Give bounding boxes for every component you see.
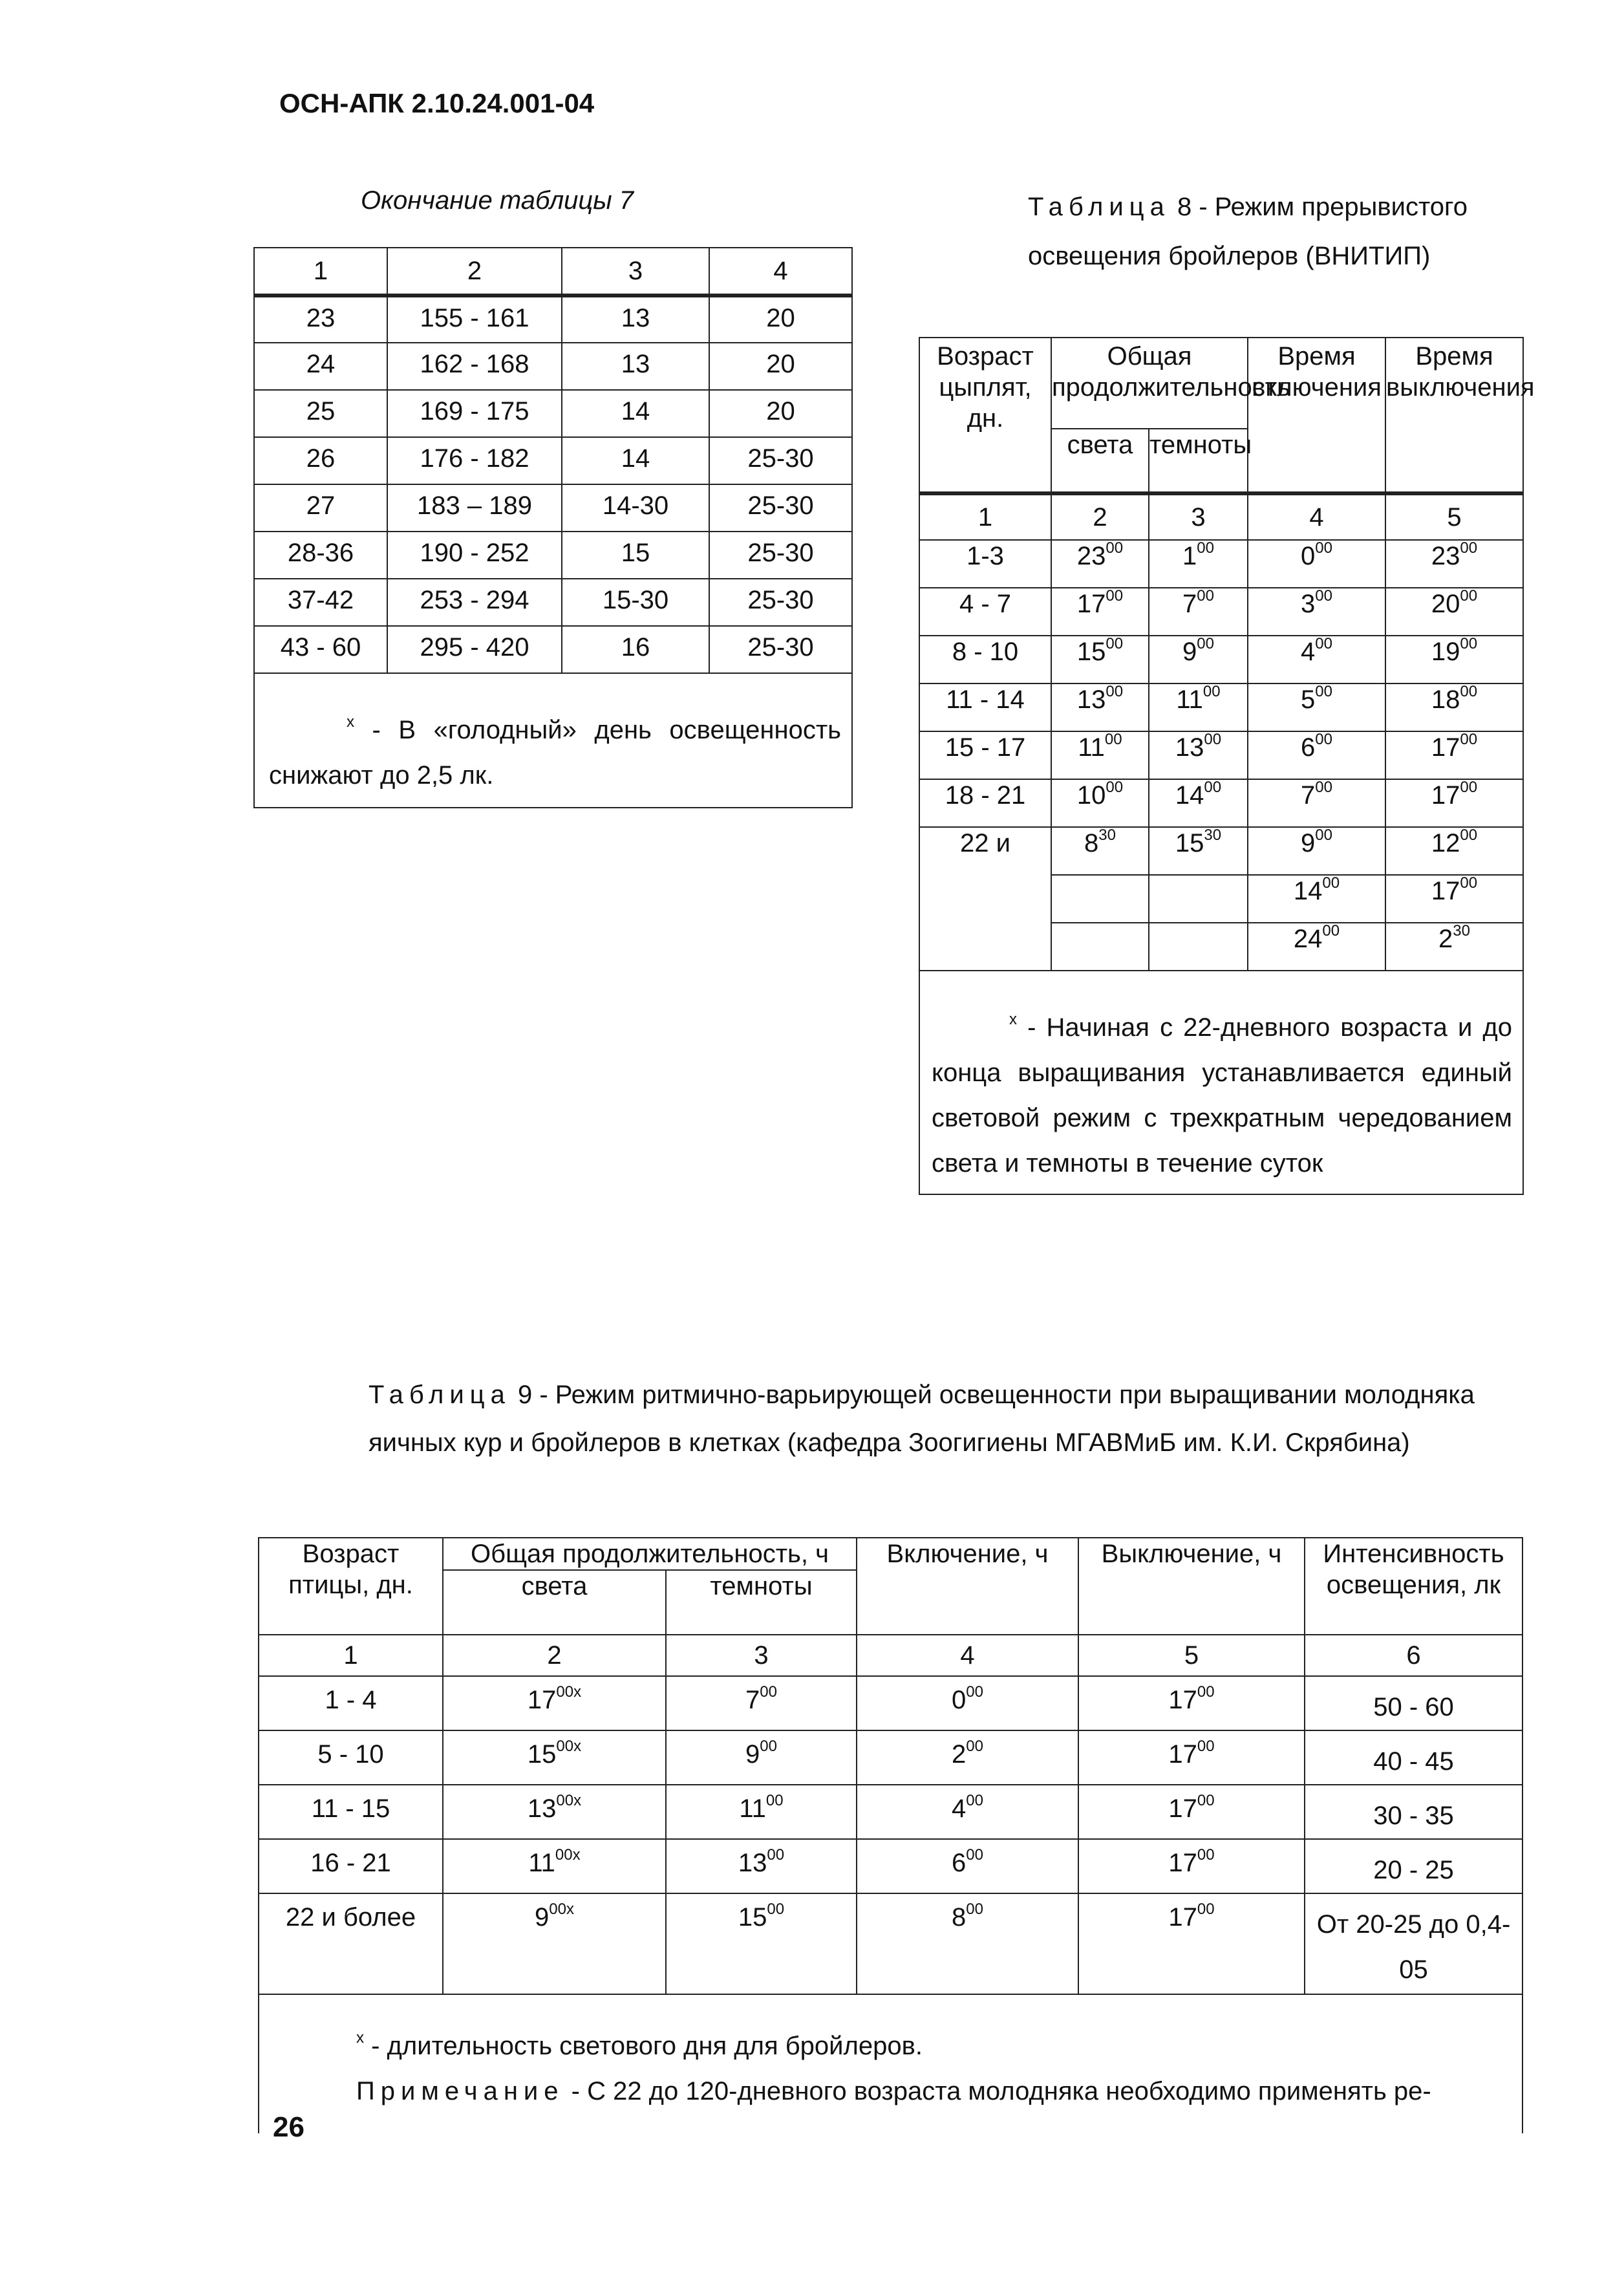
table7-cell: 27: [254, 484, 387, 532]
table8-off-superscript: 00: [1460, 826, 1478, 844]
table9-footnote-mark: х: [356, 2029, 364, 2047]
table8-dark: [1149, 923, 1248, 971]
table8-on-value: 6: [1301, 733, 1316, 762]
table9-column-number: 6: [1305, 1635, 1522, 1676]
table8-light-superscript: 00: [1106, 587, 1124, 605]
table8-off-value: 19: [1431, 638, 1460, 666]
table9-on-superscript: 00: [966, 1738, 983, 1755]
table8-light: [1051, 588, 1149, 636]
table8-off-superscript: 00: [1460, 731, 1478, 748]
table7-cell: 20: [709, 296, 852, 343]
table9-off: [1078, 1730, 1305, 1785]
table9-off-superscript: 00: [1197, 1846, 1215, 1864]
table7-cell: 15: [562, 532, 709, 579]
table8-on-value: 9: [1301, 829, 1316, 857]
table8-on-superscript: 00: [1315, 731, 1332, 748]
table7-cell: 13: [562, 296, 709, 343]
table8-light-value: 11: [1078, 733, 1105, 762]
table-row: [259, 1839, 1522, 1893]
table9-light-value: 11: [528, 1849, 555, 1877]
table8-header-row: [919, 338, 1523, 429]
table8-off-value: 18: [1431, 685, 1460, 714]
table8-on-value: 4: [1301, 638, 1316, 666]
table9-on: [857, 1676, 1078, 1730]
table8-dark: [1149, 827, 1248, 875]
table8-off-superscript: 00: [1460, 683, 1478, 700]
table8-dark: [1149, 779, 1248, 827]
table8-column-number: 1: [919, 493, 1051, 540]
table8-off-superscript: 00: [1460, 539, 1478, 557]
table8-dark-value: 7: [1182, 590, 1197, 618]
table9-off: [1078, 1839, 1305, 1893]
table8-dark: [1149, 588, 1248, 636]
table8-on: [1248, 779, 1385, 827]
table8-footnote-text: - Начиная с 22-дневного возраста и до конца выращивания устанавливается единый световой режим с трехкратным чередованием света и темноты в течение суток: [932, 1013, 1512, 1178]
table7-footnote-mark: х: [347, 713, 354, 731]
table8-dark: [1149, 684, 1248, 731]
table9-dark: [666, 1785, 857, 1839]
table8-dark: [1149, 636, 1248, 684]
table8-dark-superscript: 00: [1197, 635, 1214, 652]
table7: [253, 247, 853, 808]
table8-age: 11 - 14: [919, 684, 1051, 731]
table7-column-number: 4: [709, 248, 852, 296]
table8-off: [1385, 923, 1523, 971]
table9-off-superscript: 00: [1197, 1738, 1215, 1755]
table8-on-superscript: 00: [1315, 779, 1332, 796]
table-row: [919, 684, 1523, 731]
table8-title-prefix: Таблица: [1028, 193, 1170, 221]
table-row: [254, 437, 852, 484]
table9-dark-superscript: 00: [765, 1792, 784, 1809]
table9-header-dark: темноты: [666, 1570, 857, 1635]
table7-cell: 25-30: [709, 437, 852, 484]
table8-light: [1051, 779, 1149, 827]
table9-light: [443, 1730, 666, 1785]
table9-on: [857, 1730, 1078, 1785]
table9-dark-superscript: 00: [767, 1846, 785, 1864]
table9-on-superscript: 00: [966, 1900, 983, 1918]
table8-age: 4 - 7: [919, 588, 1051, 636]
table8-on-value: 3: [1301, 590, 1316, 618]
table8-light-superscript: 00: [1104, 731, 1122, 748]
table8-age: 15 - 17: [919, 731, 1051, 779]
table9-light-superscript: 00х: [556, 1792, 582, 1809]
table8-on-superscript: 00: [1315, 539, 1332, 557]
table7-column-number: 1: [254, 248, 387, 296]
table8-off-value: 17: [1431, 781, 1460, 810]
table9-light-superscript: 00х: [549, 1900, 574, 1918]
table9-on-value: 2: [952, 1740, 967, 1769]
table8-header-dark: темноты: [1149, 429, 1248, 493]
table9-off: [1078, 1893, 1305, 1994]
table9-on: [857, 1785, 1078, 1839]
table-row: [254, 484, 852, 532]
table7-cell: 20: [709, 390, 852, 437]
table7-footnote: [269, 707, 841, 798]
table8-dark-superscript: 00: [1197, 539, 1214, 557]
table9-dark: [666, 1893, 857, 1994]
table9-off-value: 17: [1168, 1686, 1197, 1714]
table8-light-superscript: 30: [1098, 826, 1116, 844]
table-row: [919, 588, 1523, 636]
table8-light-value: 15: [1076, 638, 1106, 666]
table7-cell: 28-36: [254, 532, 387, 579]
table9-dark-superscript: 00: [767, 1900, 785, 1918]
table9-light: [443, 1785, 666, 1839]
table7-cell: 25: [254, 390, 387, 437]
table9-footnote: [356, 2023, 1512, 2069]
table8-light: [1051, 636, 1149, 684]
table8-on-value: 0: [1301, 542, 1316, 570]
table9-off: [1078, 1785, 1305, 1839]
table9-note-prefix: Примечание: [356, 2077, 564, 2105]
table8-light: [1051, 827, 1149, 875]
table9-light: [443, 1893, 666, 1994]
table8-header-off: Время выключения: [1385, 338, 1523, 493]
table9-note: [356, 2069, 1512, 2114]
table8-light: [1051, 731, 1149, 779]
table8-light: [1051, 875, 1149, 923]
table8-dark-value: 15: [1175, 829, 1204, 857]
table7-caption: Окончание таблицы 7: [361, 186, 634, 215]
table9-title-prefix: Таблица: [369, 1381, 511, 1409]
table8-column-number: 4: [1248, 493, 1385, 540]
table8-age: 22 и: [919, 827, 1051, 971]
table8-off-value: 2: [1438, 925, 1453, 953]
table-row: [254, 343, 852, 390]
table8-off: [1385, 588, 1523, 636]
table9-column-number: 1: [259, 1635, 443, 1676]
table8-off-value: 20: [1431, 590, 1460, 618]
table8-footnote-row: [919, 971, 1523, 1194]
table9-dark-value: 15: [738, 1903, 767, 1932]
table9-title-text: 9 - Режим ритмично-варьирующей освещенности при выращивании молодняка яичных кур и бройлеров в клетках (кафедра Зоогигиены МГАВМиБ им. К.И. Скрябина): [369, 1381, 1475, 1457]
table7-cell: 25-30: [709, 532, 852, 579]
table8-title: [1028, 182, 1493, 281]
table8-dark-value: 13: [1175, 733, 1204, 762]
table8-on-value: 24: [1293, 925, 1323, 953]
table7-footnote-text: - В «голодный» день освещенность снижают до 2,5 лк.: [269, 716, 841, 790]
table8-light: [1051, 684, 1149, 731]
table9-column-number: 4: [857, 1635, 1078, 1676]
table8-off-value: 17: [1431, 877, 1460, 905]
table7-column-number: 2: [387, 248, 562, 296]
table8-off-superscript: 00: [1460, 635, 1478, 652]
table8-column-number: 2: [1051, 493, 1149, 540]
table9-on-superscript: 00: [966, 1792, 983, 1809]
table9-light-superscript: 00х: [556, 1738, 582, 1755]
table9-on: [857, 1893, 1078, 1994]
table8-off-value: 17: [1431, 733, 1460, 762]
table7-cell: 43 - 60: [254, 626, 387, 673]
table9-header-row: [259, 1538, 1522, 1570]
table8-light-value: 17: [1076, 590, 1106, 618]
table9-intensity: 40 - 45: [1305, 1730, 1522, 1785]
table8-title-text: 8 - Режим прерывистого освещения бройлеров (ВНИТИП): [1028, 193, 1468, 270]
table8-off-superscript: 30: [1453, 922, 1470, 940]
table9-header-off: Выключение, ч: [1078, 1538, 1305, 1635]
table8-header-on: Время включения: [1248, 338, 1385, 493]
table9-intensity: 20 - 25: [1305, 1839, 1522, 1893]
table7-cell: 190 - 252: [387, 532, 562, 579]
table8-age: 8 - 10: [919, 636, 1051, 684]
table9-off-superscript: 00: [1197, 1792, 1215, 1809]
table8-on: [1248, 923, 1385, 971]
table9-dark-value: 7: [745, 1686, 760, 1714]
table-row: [919, 827, 1523, 875]
table-row: [919, 779, 1523, 827]
table9-column-number: 2: [443, 1635, 666, 1676]
table9-on-superscript: 00: [966, 1683, 983, 1701]
table8-dark-value: 1: [1182, 542, 1197, 570]
table9-column-number: 5: [1078, 1635, 1305, 1676]
table9-dark-superscript: 00: [760, 1738, 777, 1755]
table-row: [254, 626, 852, 673]
table-row: [254, 532, 852, 579]
table9-light: [443, 1839, 666, 1893]
table7-cell: 25-30: [709, 579, 852, 626]
table8-dark-superscript: 00: [1202, 683, 1221, 700]
table8-on-superscript: 00: [1315, 826, 1332, 844]
table8-on: [1248, 588, 1385, 636]
table9-dark-superscript: 00: [760, 1683, 777, 1701]
table9-dark: [666, 1839, 857, 1893]
table9-intensity: От 20-25 до 0,4-05: [1305, 1893, 1522, 1994]
table9-dark-value: 11: [739, 1794, 766, 1823]
table9-on-value: 8: [952, 1903, 967, 1932]
table8-on-superscript: 00: [1315, 635, 1332, 652]
table8-off: [1385, 779, 1523, 827]
table8-dark-value: 11: [1176, 685, 1203, 714]
table9-off-value: 17: [1168, 1794, 1197, 1823]
table8-on: [1248, 875, 1385, 923]
table7-cell: 16: [562, 626, 709, 673]
table9-age: 1 - 4: [259, 1676, 443, 1730]
table9-light-value: 15: [527, 1740, 557, 1769]
table8-light-superscript: 00: [1106, 635, 1124, 652]
table7-cell: 24: [254, 343, 387, 390]
table7-cell: 20: [709, 343, 852, 390]
table8-on-superscript: 00: [1315, 587, 1332, 605]
table8-dark-value: 9: [1182, 638, 1197, 666]
table8-light-superscript: 00: [1106, 539, 1124, 557]
table7-cell: 13: [562, 343, 709, 390]
table8-on-value: 7: [1301, 781, 1316, 810]
table7-cell: 253 - 294: [387, 579, 562, 626]
table8-dark: [1149, 875, 1248, 923]
table9-off-value: 17: [1168, 1849, 1197, 1877]
table7-cell: 14-30: [562, 484, 709, 532]
table8-header-age: Возраст цыплят, дн.: [919, 338, 1051, 493]
table9-on-value: 6: [952, 1849, 967, 1877]
table8: [919, 337, 1535, 1195]
table8-on-value: 5: [1301, 685, 1316, 714]
table7-cell: 176 - 182: [387, 437, 562, 484]
table8-age: 1-3: [919, 540, 1051, 588]
table8-on: [1248, 684, 1385, 731]
table8-on: [1248, 731, 1385, 779]
table8-off-value: 23: [1431, 542, 1460, 570]
table9-on-value: 4: [952, 1794, 967, 1823]
table8-on-superscript: 00: [1322, 874, 1340, 892]
document-header: ОСН-АПК 2.10.24.001-04: [279, 88, 595, 118]
table8-off: [1385, 875, 1523, 923]
table9-age: 22 и более: [259, 1893, 443, 1994]
table9-off: [1078, 1676, 1305, 1730]
table9-light-value: 13: [527, 1794, 557, 1823]
table9-on-superscript: 00: [966, 1846, 983, 1864]
table8-on-superscript: 00: [1315, 683, 1332, 700]
table8-on-superscript: 00: [1322, 922, 1340, 940]
table9-column-numbers: [259, 1635, 1522, 1676]
table8-footnote: [932, 1005, 1512, 1186]
table-row: [254, 579, 852, 626]
table8-off-superscript: 00: [1460, 779, 1478, 796]
table8-column-numbers: [919, 493, 1523, 540]
table9-header-light: света: [443, 1570, 666, 1635]
table-row: [259, 1676, 1522, 1730]
table9-light: [443, 1676, 666, 1730]
table-row: [259, 1893, 1522, 1994]
table8-light: [1051, 923, 1149, 971]
table8-light-value: 23: [1076, 542, 1106, 570]
table8-dark: [1149, 731, 1248, 779]
table8-header-total: Общая продолжительность: [1051, 338, 1248, 429]
table9-footnote-text: - длительность светового дня для бройлеров.: [364, 2032, 923, 2060]
table9-intensity: 50 - 60: [1305, 1676, 1522, 1730]
table9-footnote-cell: [259, 1994, 1522, 2133]
table9-off-superscript: 00: [1197, 1900, 1215, 1918]
table8-column-number: 3: [1149, 493, 1248, 540]
table8-dark-superscript: 30: [1204, 826, 1222, 844]
table8-on: [1248, 827, 1385, 875]
table9-on-value: 0: [952, 1686, 967, 1714]
table8-on: [1248, 540, 1385, 588]
table8-light-superscript: 00: [1106, 683, 1124, 700]
table9-light-superscript: 00х: [555, 1846, 581, 1864]
table7-cell: 14: [562, 437, 709, 484]
table8-light-value: 8: [1084, 829, 1099, 857]
table9-header-on: Включение, ч: [857, 1538, 1078, 1635]
table7-cell: 162 - 168: [387, 343, 562, 390]
table7-cell: 25-30: [709, 626, 852, 673]
table8-off: [1385, 684, 1523, 731]
table9-light-value: 17: [527, 1686, 557, 1714]
table8-dark-value: 14: [1175, 781, 1204, 810]
table9-dark-value: 9: [745, 1740, 760, 1769]
table9-light-value: 9: [535, 1903, 550, 1932]
table7-cell: 15-30: [562, 579, 709, 626]
table8-off: [1385, 540, 1523, 588]
table7-footnote-row: [254, 673, 852, 808]
table9-off-superscript: 00: [1197, 1683, 1215, 1701]
table8-light: [1051, 540, 1149, 588]
table8-dark-superscript: 00: [1197, 587, 1214, 605]
table8-column-number: 5: [1385, 493, 1523, 540]
table-row: [254, 390, 852, 437]
table9-header-age: Возраст птицы, дн.: [259, 1538, 443, 1635]
table8-light-value: 13: [1076, 685, 1106, 714]
table-row: [919, 731, 1523, 779]
table7-column-number: 3: [562, 248, 709, 296]
table-row: [919, 540, 1523, 588]
table8-off-superscript: 00: [1460, 587, 1478, 605]
table9-age: 5 - 10: [259, 1730, 443, 1785]
table8-off-value: 12: [1431, 829, 1460, 857]
table9-intensity: 30 - 35: [1305, 1785, 1522, 1839]
table7-cell: 23: [254, 296, 387, 343]
table8-dark: [1149, 540, 1248, 588]
page-number: 26: [273, 2111, 304, 2143]
table7-cell: 37-42: [254, 579, 387, 626]
table7-footnote-cell: [254, 673, 852, 808]
table9-dark-value: 13: [738, 1849, 767, 1877]
table9-dark: [666, 1676, 857, 1730]
table8-header-light: света: [1051, 429, 1149, 493]
table8-on-value: 14: [1293, 877, 1323, 905]
table7-cell: 25-30: [709, 484, 852, 532]
table8-on: [1248, 636, 1385, 684]
table8-dark-superscript: 00: [1204, 779, 1222, 796]
table8-age: 18 - 21: [919, 779, 1051, 827]
table9-header-total: Общая продолжительность, ч: [443, 1538, 857, 1570]
table7-cell: 183 – 189: [387, 484, 562, 532]
table8-footnote-cell: [919, 971, 1523, 1194]
table9-off-value: 17: [1168, 1903, 1197, 1932]
table8-footnote-mark: х: [1009, 1011, 1017, 1028]
table8-light-value: 10: [1076, 781, 1106, 810]
table8-off: [1385, 636, 1523, 684]
table9: [258, 1537, 1523, 2133]
table7-cell: 26: [254, 437, 387, 484]
table7-cell: 169 - 175: [387, 390, 562, 437]
table9-off-value: 17: [1168, 1740, 1197, 1769]
table9-dark: [666, 1730, 857, 1785]
table9-footnote-row: [259, 1994, 1522, 2133]
table7-cell: 155 - 161: [387, 296, 562, 343]
table9-title: [369, 1371, 1500, 1467]
table-row: [259, 1785, 1522, 1839]
table9-header-intensity: Интенсивность освещения, лк: [1305, 1538, 1522, 1635]
table8-off: [1385, 731, 1523, 779]
table7-cell: 295 - 420: [387, 626, 562, 673]
table9-light-superscript: 00х: [556, 1683, 582, 1701]
table-row: [919, 636, 1523, 684]
table8-light-superscript: 00: [1106, 779, 1124, 796]
table9-on: [857, 1839, 1078, 1893]
table9-age: 16 - 21: [259, 1839, 443, 1893]
table9-column-number: 3: [666, 1635, 857, 1676]
table7-header-row: [254, 248, 852, 296]
table8-dark-superscript: 00: [1204, 731, 1222, 748]
table8-off-superscript: 00: [1460, 874, 1478, 892]
table9-age: 11 - 15: [259, 1785, 443, 1839]
table7-cell: 14: [562, 390, 709, 437]
table9-note-text: - С 22 до 120-дневного возраста молодняка необходимо применять ре-: [564, 2077, 1431, 2105]
table-row: [259, 1730, 1522, 1785]
table-row: [254, 296, 852, 343]
table8-off: [1385, 827, 1523, 875]
